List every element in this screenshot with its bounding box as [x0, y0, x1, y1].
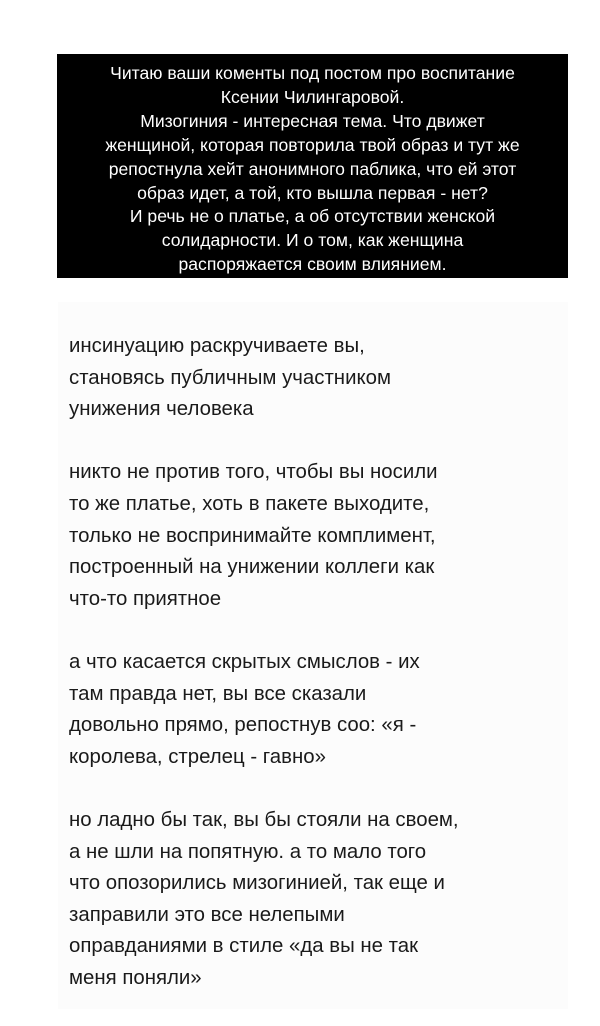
reply-paragraph: [69, 457, 589, 615]
reply-line: а что касается скрытых смыслов - их: [69, 650, 420, 673]
reply-line: инсинуацию раскручиваете вы,: [69, 335, 365, 357]
caption-line: образ идет, а той, кто вышла первая - нет?: [137, 182, 488, 203]
caption-line: женщиной, которая повторила твой образ и тут же: [105, 134, 520, 155]
reply-line: что-то приятное: [69, 587, 222, 610]
reply-line: оправданиями в стиле «да вы не так: [69, 935, 419, 958]
caption-line: И речь не о платье, а об отсутствии женской: [129, 206, 496, 227]
reply-line: заправили это все нелепыми: [69, 903, 345, 926]
reply-line: королева, стрелец - гавно»: [69, 745, 326, 768]
reply-line: унижения человека: [69, 398, 254, 421]
caption-line: распоряжается своим влиянием.: [178, 254, 447, 275]
reply-paragraph: [69, 647, 589, 773]
reply-line: построенный на унижении коллеги как: [69, 556, 435, 579]
reply-text: [69, 331, 589, 1026]
reply-line: но ладно бы так, вы бы стояли на своем,: [69, 808, 459, 831]
caption-line: солидарности. И о том, как женщина: [161, 230, 464, 251]
reply-line: только не воспринимайте комплимент,: [69, 524, 436, 547]
reply-line: довольно прямо, репостнув соо: «я -: [69, 714, 417, 737]
reply-line: меня поняли»: [69, 966, 202, 989]
reply-line: никто не против того, чтобы вы носили: [69, 461, 438, 484]
reply-line: там правда нет, вы все сказали: [69, 682, 367, 705]
reply-line: становясь публичным участником: [69, 366, 391, 389]
caption-line: репостнула хейт анонимного паблика, что ей этот: [108, 158, 517, 179]
reply-line: а не шли на попятную. а то мало того: [69, 840, 427, 863]
reply-paragraph: [69, 805, 589, 995]
reply-line: то же платье, хоть в пакете выходите,: [69, 492, 430, 515]
caption-line: Мизогиния - интересная тема. Что движет: [140, 110, 485, 131]
reply-line: что опозорились мизогинией, так еще и: [69, 872, 445, 895]
reply-paragraph: [69, 331, 589, 426]
caption-text-box: [57, 54, 568, 278]
caption-line: Читаю ваши коменты под постом про воспитание: [110, 63, 515, 83]
caption-line: Ксении Чилингаровой.: [220, 86, 405, 107]
